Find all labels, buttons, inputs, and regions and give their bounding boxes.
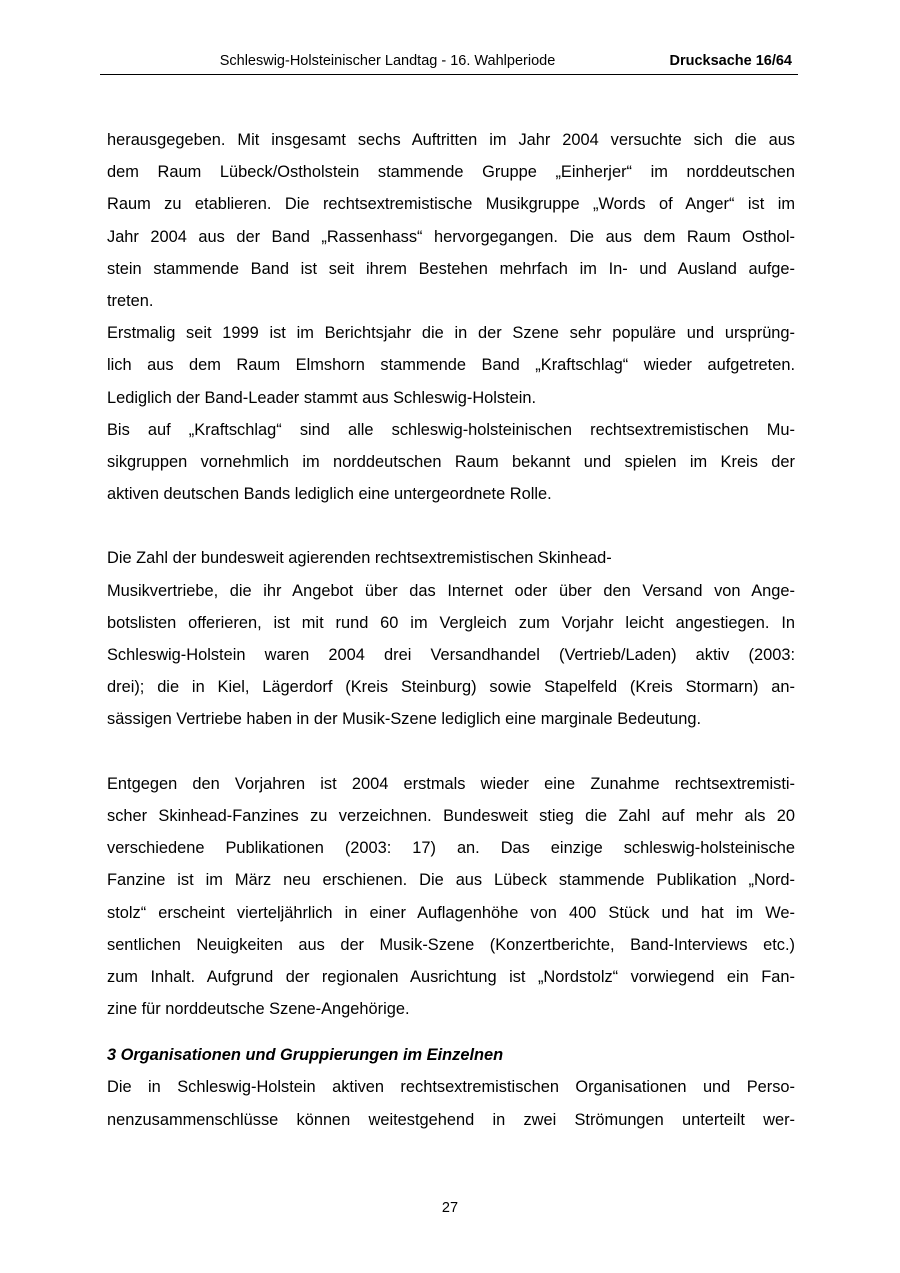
text-line: treten.	[107, 291, 154, 310]
text-line: Die in Schleswig-Holstein aktiven rechtsextremistischen Organisationen und Perso-	[107, 1078, 795, 1097]
paragraph	[107, 768, 795, 1026]
text-line: sentlichen Neuigkeiten aus der Musik-Szene (Konzertberichte, Band-Interviews etc.)	[107, 935, 795, 954]
page-number: 27	[441, 1200, 459, 1216]
text-line: sässigen Vertriebe haben in der Musik-Szene lediglich eine marginale Bedeutung.	[107, 710, 702, 729]
text-line: stolz“ erscheint vierteljährlich in einer Auflagenhöhe von 400 Stück und hat im We-	[107, 903, 795, 922]
paragraph	[107, 414, 795, 511]
text-line: verschiedene Publikationen (2003: 17) an. Das einzige schleswig-holsteinische	[107, 839, 795, 858]
text-line: Entgegen den Vorjahren ist 2004 erstmals wieder eine Zunahme rechtsextremisti-	[107, 774, 795, 793]
text-line: Lediglich der Band-Leader stammt aus Schleswig-Holstein.	[107, 388, 537, 407]
text-line: Jahr 2004 aus der Band „Rassenhass“ hervorgegangen. Die aus dem Raum Osthol-	[107, 227, 795, 246]
text-line: zum Inhalt. Aufgrund der regionalen Ausrichtung ist „Nordstolz“ vorwiegend ein Fan-	[107, 967, 795, 986]
text-line: Schleswig-Holstein waren 2004 drei Versandhandel (Vertrieb/Laden) aktiv (2003:	[107, 646, 795, 664]
text-line: sikgruppen vornehmlich im norddeutschen Raum bekannt und spielen im Kreis der	[107, 452, 795, 471]
body-text	[107, 124, 795, 1136]
paragraph-spacer	[107, 510, 795, 542]
text-line: drei); die in Kiel, Lägerdorf (Kreis Steinburg) sowie Stapelfeld (Kreis Stormarn) an-	[107, 678, 795, 697]
text-line: Raum zu etablieren. Die rechtsextremistische Musikgruppe „Words of Anger“ ist im	[107, 195, 795, 214]
paragraph	[107, 1071, 795, 1135]
text-line: Bis auf „Kraftschlag“ sind alle schleswig-holsteinischen rechtsextremistischen Mu-	[107, 420, 795, 439]
paragraph	[107, 124, 795, 317]
header-title: Schleswig-Holsteinischer Landtag - 16. Wahlperiode	[219, 53, 556, 69]
text-line: botslisten offerieren, ist mit rund 60 im Vergleich zum Vorjahr leicht angestiegen. In	[107, 613, 795, 632]
text-line: nenzusammenschlüsse können weitestgehend in zwei Strömungen unterteilt wer-	[107, 1110, 795, 1129]
text-line: aktiven deutschen Bands lediglich eine untergeordnete Rolle.	[107, 485, 552, 504]
header-doc-number: Drucksache 16/64	[669, 53, 792, 69]
paragraph	[107, 317, 795, 414]
text-line: stein stammende Band ist seit ihrem Bestehen mehrfach im In- und Ausland aufge-	[107, 259, 795, 278]
paragraph	[107, 542, 795, 735]
text-line: scher Skinhead-Fanzines zu verzeichnen. Bundesweit stieg die Zahl auf mehr als 20	[107, 806, 795, 825]
text-line: lich aus dem Raum Elmshorn stammende Band „Kraftschlag“ wieder aufgetreten.	[107, 356, 795, 375]
text-line: dem Raum Lübeck/Ostholstein stammende Gruppe „Einherjer“ im norddeutschen	[107, 163, 795, 182]
text-line: Musikvertriebe, die ihr Angebot über das Internet oder über den Versand von Ange-	[107, 581, 795, 600]
paragraph-spacer	[107, 736, 795, 768]
running-header	[100, 52, 798, 75]
text-line: Die Zahl der bundesweit agierenden rechtsextremistischen Skinhead-	[107, 549, 612, 568]
text-line: zine für norddeutsche Szene-Angehörige.	[107, 1000, 410, 1019]
section-heading: 3 Organisationen und Gruppierungen im Einzelnen	[107, 1046, 504, 1065]
text-line: Erstmalig seit 1999 ist im Berichtsjahr die in der Szene sehr populäre und ursprüng-	[107, 324, 795, 343]
text-line: Fanzine ist im März neu erschienen. Die aus Lübeck stammende Publikation „Nord-	[107, 871, 795, 890]
text-line: herausgegeben. Mit insgesamt sechs Auftritten im Jahr 2004 versuchte sich die aus	[107, 131, 795, 149]
